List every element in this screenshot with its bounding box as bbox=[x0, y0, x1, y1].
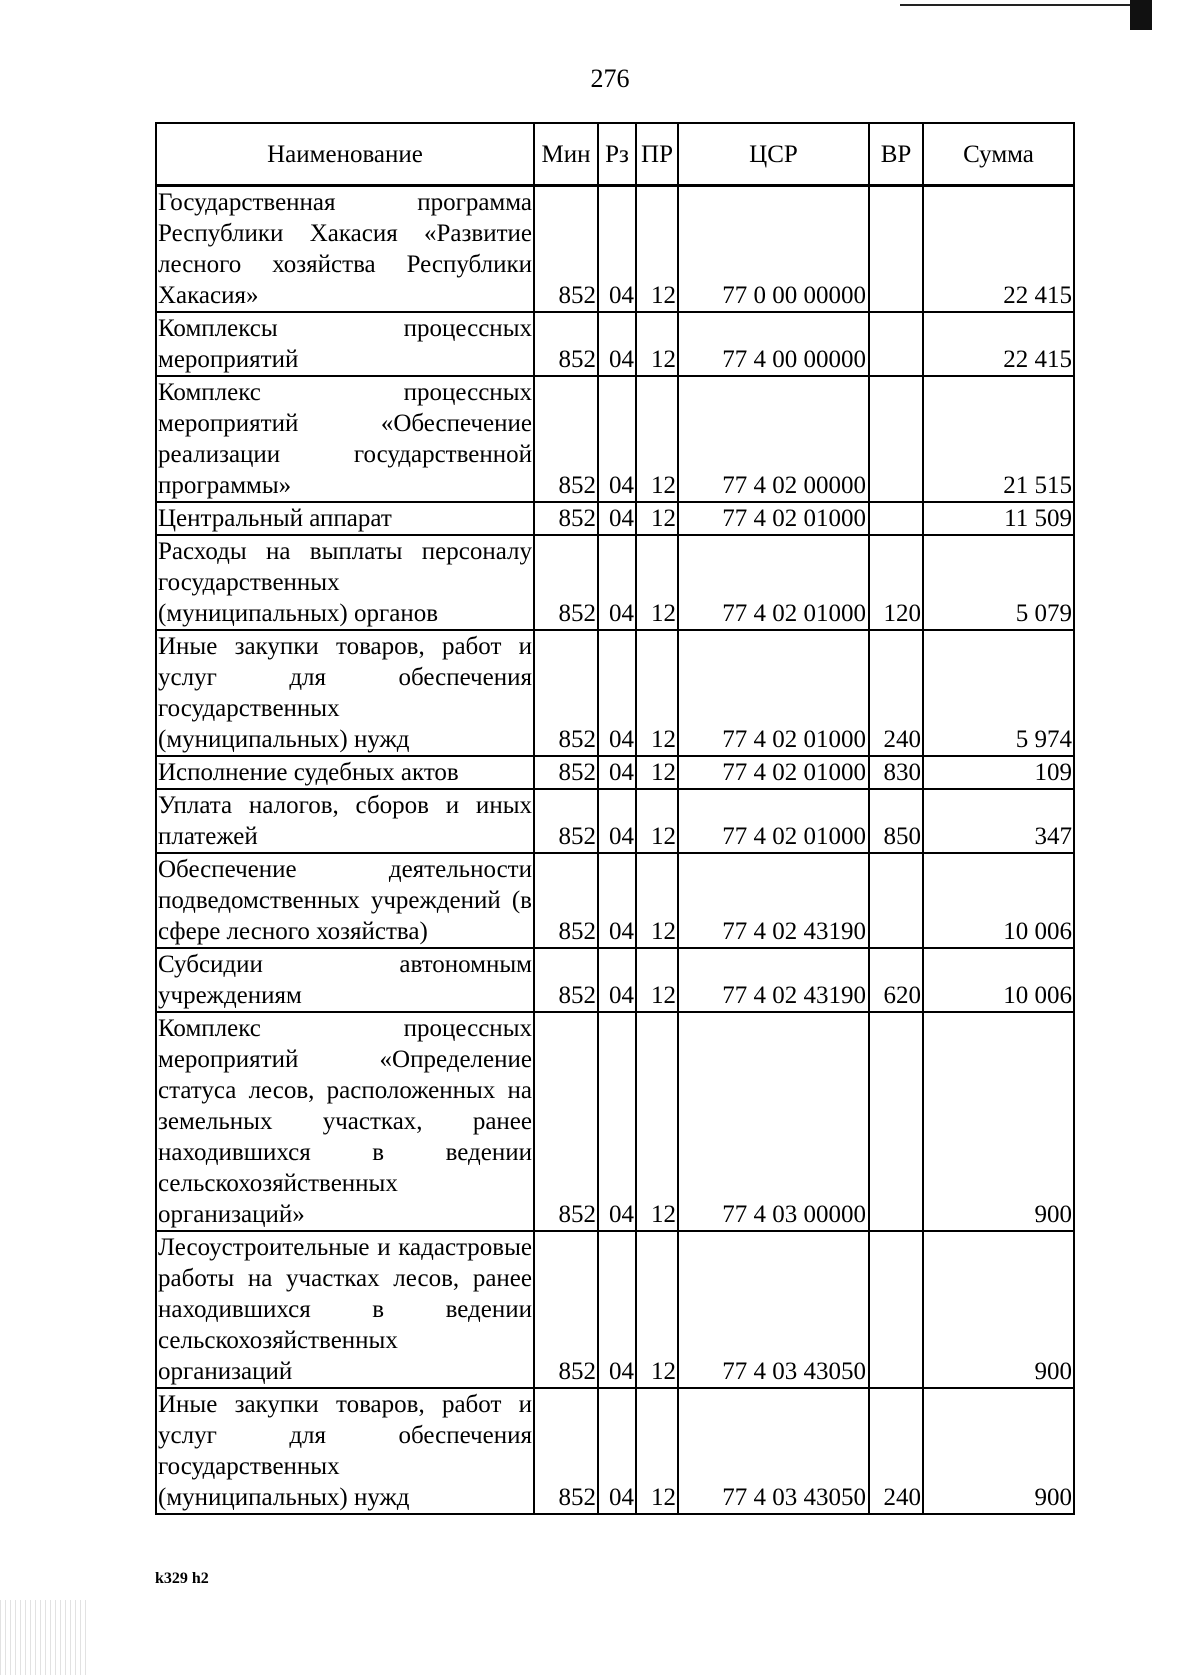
table-row bbox=[156, 502, 1074, 535]
table-body bbox=[156, 186, 1074, 1515]
cell-pr: 12 bbox=[636, 1231, 678, 1388]
cell-name: Комплексы процессных мероприятий bbox=[156, 312, 534, 376]
cell-sum: 22 415 bbox=[923, 312, 1074, 376]
cell-sum: 5 079 bbox=[923, 535, 1074, 630]
cell-vr bbox=[869, 186, 923, 313]
cell-pr: 12 bbox=[636, 186, 678, 313]
cell-vr: 620 bbox=[869, 948, 923, 1012]
cell-pr: 12 bbox=[636, 756, 678, 789]
cell-pr: 12 bbox=[636, 1012, 678, 1231]
cell-sum: 10 006 bbox=[923, 948, 1074, 1012]
table-row bbox=[156, 376, 1074, 502]
scan-edge-line bbox=[900, 4, 1130, 6]
cell-min: 852 bbox=[534, 1231, 598, 1388]
cell-csr: 77 4 02 01000 bbox=[678, 535, 869, 630]
page-number: 276 bbox=[590, 64, 630, 93]
cell-pr: 12 bbox=[636, 312, 678, 376]
cell-min: 852 bbox=[534, 853, 598, 948]
cell-vr bbox=[869, 853, 923, 948]
cell-name: Лесоустроительные и кадастровые работы на участках лесов, ранее находившихся в ведении сельскохозяйственных организаций bbox=[156, 1231, 534, 1388]
cell-rz: 04 bbox=[598, 789, 636, 853]
cell-sum: 10 006 bbox=[923, 853, 1074, 948]
cell-csr: 77 4 02 00000 bbox=[678, 376, 869, 502]
cell-csr: 77 4 02 43190 bbox=[678, 948, 869, 1012]
header-row bbox=[156, 123, 1074, 186]
header-csr: ЦСР bbox=[678, 123, 869, 186]
table-row bbox=[156, 630, 1074, 756]
cell-min: 852 bbox=[534, 502, 598, 535]
table-row bbox=[156, 853, 1074, 948]
cell-rz: 04 bbox=[598, 756, 636, 789]
cell-rz: 04 bbox=[598, 535, 636, 630]
budget-table bbox=[155, 122, 1075, 1515]
footer-code: k329 h2 bbox=[155, 1570, 209, 1587]
cell-name: Расходы на выплаты персоналу государственных (муниципальных) органов bbox=[156, 535, 534, 630]
table-row bbox=[156, 1012, 1074, 1231]
cell-rz: 04 bbox=[598, 853, 636, 948]
header-vr: ВР bbox=[869, 123, 923, 186]
cell-pr: 12 bbox=[636, 789, 678, 853]
cell-rz: 04 bbox=[598, 1012, 636, 1231]
cell-pr: 12 bbox=[636, 948, 678, 1012]
table-row bbox=[156, 1231, 1074, 1388]
cell-sum: 11 509 bbox=[923, 502, 1074, 535]
cell-rz: 04 bbox=[598, 1388, 636, 1514]
header-min: Мин bbox=[534, 123, 598, 186]
cell-csr: 77 4 02 01000 bbox=[678, 789, 869, 853]
cell-pr: 12 bbox=[636, 630, 678, 756]
cell-name: Комплекс процессных мероприятий «Определение статуса лесов, расположенных на земельных участках, ранее находившихся в ведении сельскохозяйственных организаций» bbox=[156, 1012, 534, 1231]
cell-vr: 240 bbox=[869, 1388, 923, 1514]
cell-csr: 77 4 02 01000 bbox=[678, 502, 869, 535]
cell-pr: 12 bbox=[636, 853, 678, 948]
cell-vr bbox=[869, 376, 923, 502]
cell-min: 852 bbox=[534, 535, 598, 630]
cell-min: 852 bbox=[534, 630, 598, 756]
cell-sum: 900 bbox=[923, 1231, 1074, 1388]
cell-csr: 77 4 02 43190 bbox=[678, 853, 869, 948]
cell-min: 852 bbox=[534, 948, 598, 1012]
scan-artifact bbox=[0, 1600, 90, 1675]
table-row bbox=[156, 1388, 1074, 1514]
cell-pr: 12 bbox=[636, 535, 678, 630]
cell-sum: 21 515 bbox=[923, 376, 1074, 502]
cell-csr: 77 4 03 43050 bbox=[678, 1388, 869, 1514]
cell-name: Обеспечение деятельности подведомственных учреждений (в сфере лесного хозяйства) bbox=[156, 853, 534, 948]
cell-pr: 12 bbox=[636, 376, 678, 502]
cell-sum: 900 bbox=[923, 1012, 1074, 1231]
cell-csr: 77 0 00 00000 bbox=[678, 186, 869, 313]
header-rz: Рз bbox=[598, 123, 636, 186]
table-row bbox=[156, 948, 1074, 1012]
cell-rz: 04 bbox=[598, 376, 636, 502]
cell-csr: 77 4 03 43050 bbox=[678, 1231, 869, 1388]
cell-rz: 04 bbox=[598, 630, 636, 756]
header-sum: Сумма bbox=[923, 123, 1074, 186]
cell-rz: 04 bbox=[598, 948, 636, 1012]
cell-sum: 5 974 bbox=[923, 630, 1074, 756]
scan-edge-mark bbox=[1130, 0, 1152, 30]
cell-name: Уплата налогов, сборов и иных платежей bbox=[156, 789, 534, 853]
cell-min: 852 bbox=[534, 1012, 598, 1231]
table-row bbox=[156, 312, 1074, 376]
cell-rz: 04 bbox=[598, 1231, 636, 1388]
cell-csr: 77 4 02 01000 bbox=[678, 756, 869, 789]
cell-sum: 22 415 bbox=[923, 186, 1074, 313]
cell-sum: 347 bbox=[923, 789, 1074, 853]
cell-csr: 77 4 03 00000 bbox=[678, 1012, 869, 1231]
cell-vr: 850 bbox=[869, 789, 923, 853]
table-row bbox=[156, 186, 1074, 313]
table-row bbox=[156, 789, 1074, 853]
cell-csr: 77 4 00 00000 bbox=[678, 312, 869, 376]
cell-min: 852 bbox=[534, 1388, 598, 1514]
cell-pr: 12 bbox=[636, 1388, 678, 1514]
cell-rz: 04 bbox=[598, 312, 636, 376]
cell-min: 852 bbox=[534, 756, 598, 789]
cell-name: Комплекс процессных мероприятий «Обеспечение реализации государственной программы» bbox=[156, 376, 534, 502]
cell-vr bbox=[869, 1012, 923, 1231]
cell-min: 852 bbox=[534, 376, 598, 502]
cell-csr: 77 4 02 01000 bbox=[678, 630, 869, 756]
cell-rz: 04 bbox=[598, 502, 636, 535]
cell-name: Субсидии автономным учреждениям bbox=[156, 948, 534, 1012]
cell-vr bbox=[869, 312, 923, 376]
cell-name: Иные закупки товаров, работ и услуг для обеспечения государственных (муниципальных) нужд bbox=[156, 1388, 534, 1514]
cell-min: 852 bbox=[534, 312, 598, 376]
table-row bbox=[156, 756, 1074, 789]
cell-min: 852 bbox=[534, 789, 598, 853]
cell-vr: 240 bbox=[869, 630, 923, 756]
cell-name: Государственная программа Республики Хакасия «Развитие лесного хозяйства Республики Хакасия» bbox=[156, 186, 534, 313]
cell-vr: 830 bbox=[869, 756, 923, 789]
cell-name: Центральный аппарат bbox=[156, 502, 534, 535]
cell-vr bbox=[869, 1231, 923, 1388]
table-header bbox=[156, 123, 1074, 186]
cell-rz: 04 bbox=[598, 186, 636, 313]
cell-sum: 109 bbox=[923, 756, 1074, 789]
header-pr: ПР bbox=[636, 123, 678, 186]
cell-vr: 120 bbox=[869, 535, 923, 630]
cell-name: Иные закупки товаров, работ и услуг для обеспечения государственных (муниципальных) нужд bbox=[156, 630, 534, 756]
cell-vr bbox=[869, 502, 923, 535]
cell-sum: 900 bbox=[923, 1388, 1074, 1514]
cell-name: Исполнение судебных актов bbox=[156, 756, 534, 789]
cell-min: 852 bbox=[534, 186, 598, 313]
header-name: Наименование bbox=[156, 123, 534, 186]
cell-pr: 12 bbox=[636, 502, 678, 535]
table-row bbox=[156, 535, 1074, 630]
